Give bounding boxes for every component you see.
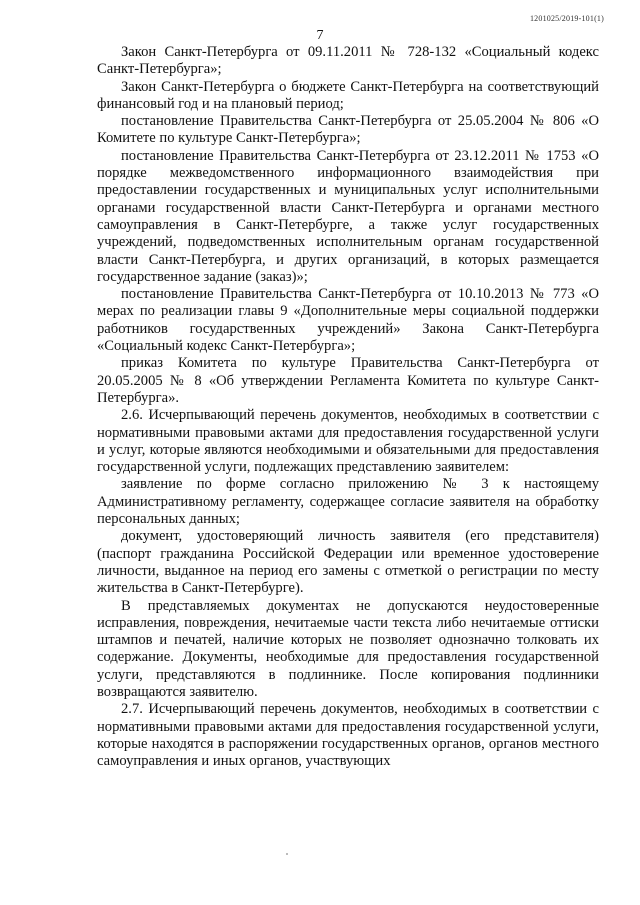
paragraph-resolution-1753: постановление Правительства Санкт-Петербурга от 23.12.2011 № 1753 «О порядке межведомственного информационного взаимодействия при предоставлении государственных и муниципальных услуг исполнительными органами государственной власти Санкт-Петербурга и органами местного самоуправления в Санкт-Петербурге, а также услуг государственных учреждений, подведомственных исполнительным органам государственной власти Санкт-Петербурга, и других организаций, в которых размещается государственное задание (заказ)»;: [97, 147, 599, 285]
page-number: 7: [316, 28, 324, 43]
paragraph-document-requirements: В представляемых документах не допускаются неудостоверенные исправления, повреждения, нечитаемые части текста либо нечитаемые оттиски штампов и печатей, наличие которых не позволяет однозначно толковать их содержание. Документы, необходимые для предоставления государственной услуги, представляются в подлиннике. После копирования подлинники возвращаются заявителю.: [97, 597, 599, 700]
paragraph-application-form: заявление по форме согласно приложению № 3 к настоящему Административному регламенту, содержащее согласие заявителя на обработку персональных данных;: [97, 476, 599, 528]
document-code: 1201025/2019-101(1): [529, 14, 604, 23]
document-body: [97, 44, 599, 770]
paragraph-budget-law: Закон Санкт-Петербурга о бюджете Санкт-Петербурга на соответствующий финансовый год и на плановый период;: [97, 78, 599, 112]
paragraph-resolution-806: постановление Правительства Санкт-Петербурга от 25.05.2004 № 806 «О Комитете по культуре Санкт-Петербурга»;: [97, 113, 599, 147]
paragraph-section-2-6: 2.6. Исчерпывающий перечень документов, необходимых в соответствии с нормативными правовыми актами для предоставления государственной услуги и услуг, которые являются необходимыми и обязательными для предоставления государственной услуги, подлежащих представлению заявителем:: [97, 407, 599, 476]
paragraph-social-code-law: Закон Санкт-Петербурга от 09.11.2011 № 728-132 «Социальный кодекс Санкт-Петербурга»;: [97, 44, 599, 78]
paragraph-section-2-7: 2.7. Исчерпывающий перечень документов, необходимых в соответствии с нормативными правовыми актами для предоставления государственной услуги, которые находятся в распоряжении государственных органов, органов местного самоуправления и иных органов, участвующих: [97, 701, 599, 770]
paragraph-resolution-773: постановление Правительства Санкт-Петербурга от 10.10.2013 № 773 «О мерах по реализации главы 9 «Дополнительные меры социальной поддержки работников государственных учреждений» Закона Санкт-Петербурга «Социальный кодекс Санкт-Петербурга»;: [97, 286, 599, 355]
scan-speck: [286, 853, 288, 855]
paragraph-order-8: приказ Комитета по культуре Правительства Санкт-Петербурга от 20.05.2005 № 8 «Об утверждении Регламента Комитета по культуре Санкт-Петербурга».: [97, 355, 599, 406]
paragraph-identity-document: документ, удостоверяющий личность заявителя (его представителя) (паспорт гражданина Российской Федерации или временное удостоверение личности, выданное на период его замены с отметкой о регистрации по месту жительства в Санкт-Петербурге).: [97, 528, 599, 597]
